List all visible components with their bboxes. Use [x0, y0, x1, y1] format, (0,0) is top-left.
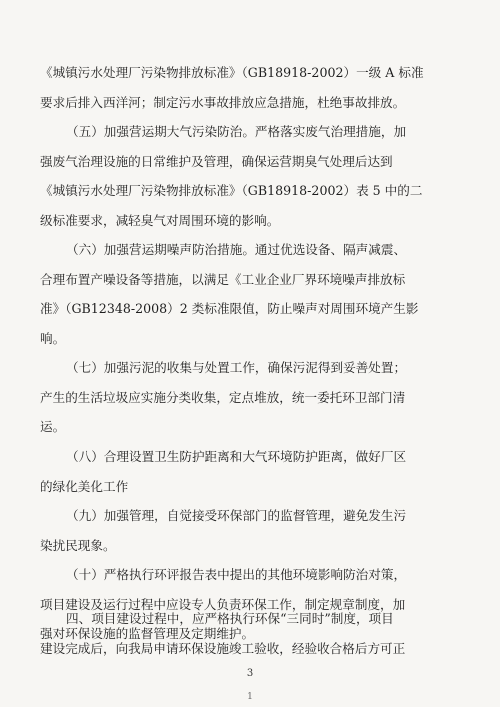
text-line: （六）加强营运期噪声防治措施。通过优选设备、隔声减震、 — [66, 242, 407, 257]
text-line: 染扰民现象。 — [40, 537, 116, 553]
text-line: 准》（GB12348-2008）2 类标准限值，防止噪声对周围环境产生影 — [40, 301, 419, 316]
text-line: （五）加强营运期大气污染防治。严格落实废气治理措施，加 — [66, 124, 407, 139]
text-line: 强废气治理设施的日常维护及管理，确保运营期臭气处理后达到 — [40, 153, 393, 169]
text-line: 产生的生活垃圾应实施分类收集，定点堆放，统一委托环卫部门清 — [40, 389, 406, 405]
text-line: 《城镇污水处理厂污染物排放标准》（GB18918-2002）一级 A 标准 — [40, 65, 424, 80]
text-line: 《城镇污水处理厂污染物排放标准》（GB18918-2002）表 5 中的二 — [40, 183, 423, 198]
text-line: 要求后排入西洋河；制定污水事故排放应急措施，杜绝事故排放。 — [40, 94, 406, 110]
text-line: 四、项目建设过程中，应严格执行环保“三同时”制度，项目 — [66, 611, 394, 626]
paragraph-item-9-management — [40, 501, 470, 560]
text-line: 合理布置产噪设备等措施，以满足《工业企业厂界环境噪声排放标 — [40, 271, 406, 287]
paragraph-item-6-noise — [40, 235, 470, 353]
paragraph-section-4-three-simultaneous — [40, 604, 470, 663]
text-line: 项目建设及运行过程中应设专人负责环保工作，制定规章制度，加 — [40, 596, 406, 612]
paragraph-item-7-sludge — [40, 353, 470, 442]
text-line: 响。 — [40, 330, 66, 346]
paragraph-item-5-air-pollution — [40, 117, 470, 235]
text-line: （九）加强管理，自觉接受环保部门的监督管理，避免发生污 — [66, 508, 407, 523]
page-number: 3 — [246, 668, 254, 679]
paragraph-item-8-protection-distance — [40, 442, 470, 501]
text-line: （十）严格执行环评报告表中提出的其他环境影响防治对策， — [66, 567, 407, 582]
text-line: （八）合理设置卫生防护距离和大气环境防护距离，做好厂区 — [66, 449, 407, 464]
text-line: 强对环保设施的监督管理及定期维护。 — [40, 626, 255, 641]
text-line: （七）加强污泥的收集与处置工作，确保污泥得到妥善处置； — [66, 360, 407, 375]
text-line: 级标准要求，减轻臭气对周围环境的影响。 — [40, 212, 280, 228]
edge-mark: 1 — [247, 692, 253, 702]
paragraph-standard-discharge — [40, 58, 470, 117]
text-line: 运。 — [40, 419, 66, 434]
text-line: 建设完成后，向我局申请环保设施竣工验收，经验收合格后方可正 — [40, 640, 406, 656]
text-line: 的绿化美化工作 — [40, 478, 129, 494]
